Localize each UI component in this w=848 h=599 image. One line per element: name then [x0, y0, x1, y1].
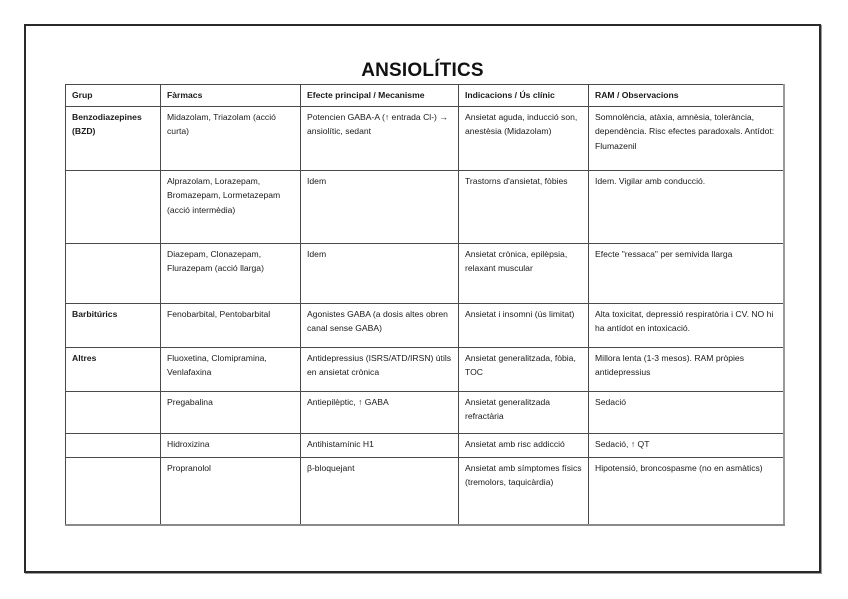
cell-grup	[66, 243, 161, 303]
table-row	[66, 457, 784, 525]
header-efecte: Efecte principal / Mecanisme	[301, 85, 459, 107]
table-row	[66, 303, 784, 347]
document-title: ANSIOLÍTICS	[361, 60, 484, 81]
cell-grup	[66, 457, 161, 525]
cell-ram: Sedació, ↑ QT	[589, 433, 784, 457]
table-row	[66, 243, 784, 303]
header-farmacs: Fàrmacs	[161, 85, 301, 107]
table-row	[66, 347, 784, 391]
header-indicacions: Indicacions / Ús clínic	[459, 85, 589, 107]
cell-grup	[66, 391, 161, 433]
cell-farmacs: Hidroxizina	[161, 433, 301, 457]
table-row	[66, 391, 784, 433]
header-grup: Grup	[66, 85, 161, 107]
cell-farmacs: Alprazolam, Lorazepam, Bromazepam, Lormetazepam (acció intermèdia)	[161, 170, 301, 243]
cell-grup	[66, 170, 161, 243]
cell-grup: Benzodiazepines (BZD)	[66, 106, 161, 170]
cell-indicacions: Ansietat i insomni (ús limitat)	[459, 303, 589, 347]
cell-indicacions: Ansietat amb risc addicció	[459, 433, 589, 457]
cell-efecte: Idem	[301, 243, 459, 303]
header-ram: RAM / Observacions	[589, 85, 784, 107]
cell-grup	[66, 433, 161, 457]
cell-farmacs: Fluoxetina, Clomipramina, Venlafaxina	[161, 347, 301, 391]
cell-ram: Sedació	[589, 391, 784, 433]
cell-efecte: Antiepilèptic, ↑ GABA	[301, 391, 459, 433]
cell-indicacions: Ansietat crònica, epilèpsia, relaxant muscular	[459, 243, 589, 303]
cell-grup: Barbitúrics	[66, 303, 161, 347]
cell-efecte: Antihistamínic H1	[301, 433, 459, 457]
cell-ram: Alta toxicitat, depressió respiratòria i CV. NO hi ha antídot en intoxicació.	[589, 303, 784, 347]
cell-indicacions: Ansietat generalitzada refractària	[459, 391, 589, 433]
cell-ram: Hipotensió, broncospasme (no en asmàtics)	[589, 457, 784, 525]
cell-efecte: Antidepressius (ISRS/ATD/IRSN) útils en ansietat crònica	[301, 347, 459, 391]
cell-indicacions: Ansietat aguda, inducció son, anestèsia (Midazolam)	[459, 106, 589, 170]
cell-efecte: Potencien GABA-A (↑ entrada Cl-) → ansiolític, sedant	[301, 106, 459, 170]
table-row	[66, 170, 784, 243]
table-row	[66, 433, 784, 457]
cell-indicacions: Ansietat amb símptomes físics (tremolors, taquicàrdia)	[459, 457, 589, 525]
cell-efecte: β-bloquejant	[301, 457, 459, 525]
cell-farmacs: Pregabalina	[161, 391, 301, 433]
cell-ram: Efecte "ressaca" per semivida llarga	[589, 243, 784, 303]
cell-farmacs: Propranolol	[161, 457, 301, 525]
cell-efecte: Agonistes GABA (a dosis altes obren canal sense GABA)	[301, 303, 459, 347]
cell-farmacs: Fenobarbital, Pentobarbital	[161, 303, 301, 347]
cell-indicacions: Ansietat generalitzada, fòbia, TOC	[459, 347, 589, 391]
cell-efecte: Idem	[301, 170, 459, 243]
cell-indicacions: Trastorns d'ansietat, fòbies	[459, 170, 589, 243]
cell-ram: Millora lenta (1-3 mesos). RAM pròpies antidepressius	[589, 347, 784, 391]
table-row	[66, 106, 784, 170]
table-header-row	[66, 85, 784, 107]
cell-grup: Altres	[66, 347, 161, 391]
cell-ram: Idem. Vigilar amb conducció.	[589, 170, 784, 243]
cell-farmacs: Midazolam, Triazolam (acció curta)	[161, 106, 301, 170]
ansiolytics-table	[65, 84, 785, 526]
cell-farmacs: Diazepam, Clonazepam, Flurazepam (acció llarga)	[161, 243, 301, 303]
cell-ram: Somnolència, atàxia, amnèsia, tolerància, dependència. Risc efectes paradoxals. Antídot: Flumazenil	[589, 106, 784, 170]
